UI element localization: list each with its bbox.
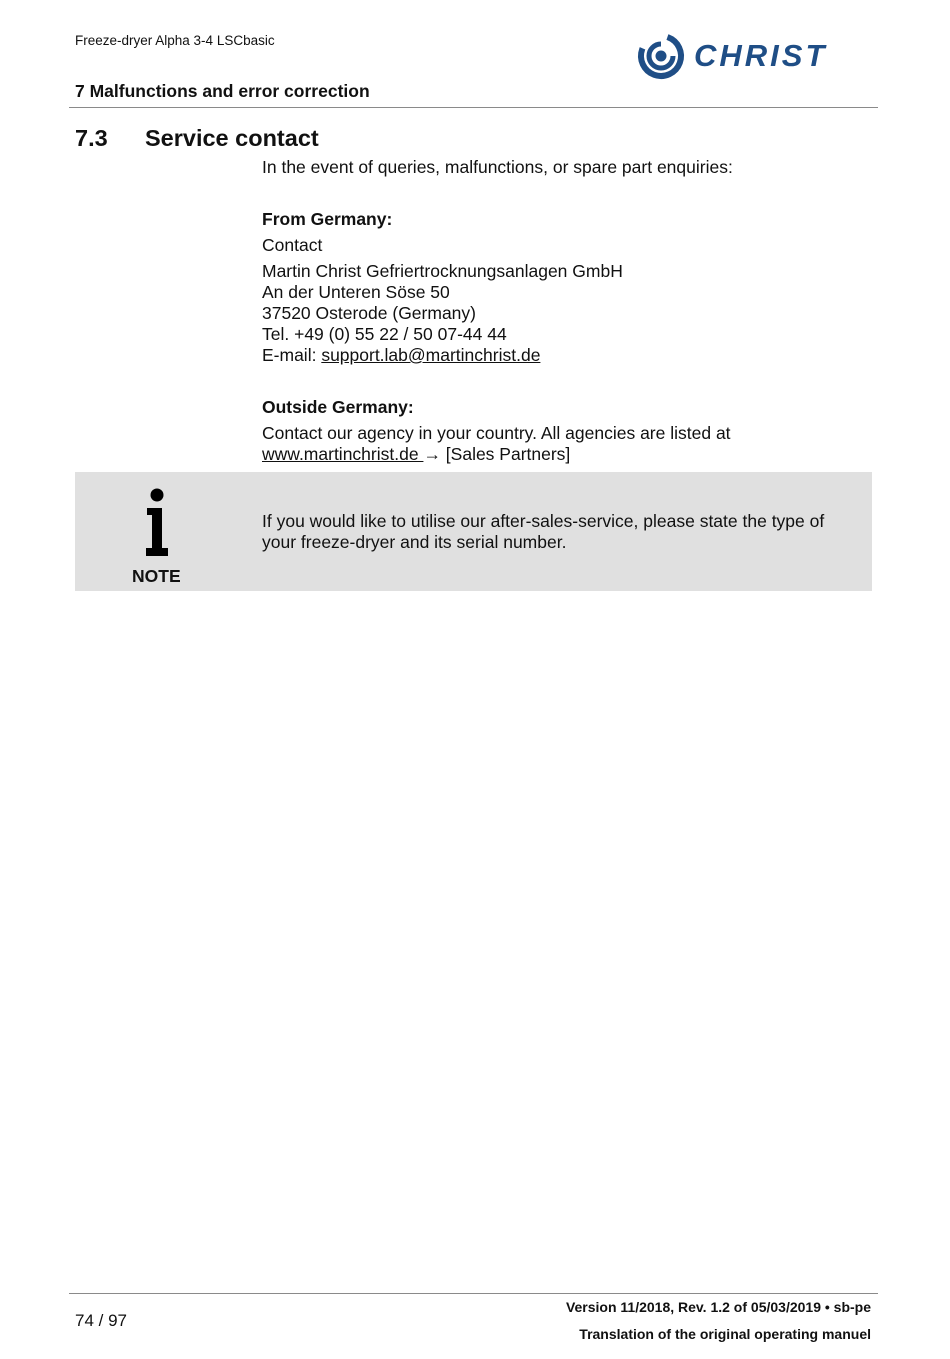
logo-emblem-icon: [636, 30, 687, 81]
email-line: [262, 345, 623, 366]
footer-divider: [69, 1293, 878, 1294]
city-address: 37520 Osterode (Germany): [262, 303, 476, 323]
info-icon: [142, 488, 172, 558]
website-line: [262, 444, 731, 465]
section-intro: In the event of queries, malfunctions, or spare part enquiries:: [262, 157, 733, 177]
contact-label: Contact: [262, 235, 323, 255]
outside-heading: Outside Germany:: [262, 397, 414, 417]
header-divider: [69, 107, 878, 108]
note-text: If you would like to utilise our after-sales-service, please state the type of your freeze-dryer and its serial number.: [262, 511, 825, 552]
germany-heading: From Germany:: [262, 209, 393, 229]
outside-text: Contact our agency in your country. All agencies are listed at: [262, 423, 731, 443]
address-block: [262, 261, 623, 366]
outside-block: [262, 423, 731, 465]
section-number: 7.3: [75, 125, 108, 151]
street-address: An der Unteren Söse 50: [262, 282, 450, 302]
page-number: 74 / 97: [75, 1311, 127, 1330]
email-prefix: E-mail:: [262, 345, 322, 365]
sales-partners-ref: [Sales Partners]: [440, 444, 571, 464]
translation-note: Translation of the original operating manuel: [579, 1326, 871, 1342]
logo-wordmark: CHRIST: [694, 38, 828, 73]
arrow-icon: →: [423, 444, 441, 464]
email-link[interactable]: support.lab@martinchrist.de: [321, 345, 541, 365]
chapter-heading: 7 Malfunctions and error correction: [75, 81, 370, 101]
version-info: Version 11/2018, Rev. 1.2 of 05/03/2019 • sb-pe: [565, 1299, 871, 1315]
christ-logo: [636, 30, 876, 82]
company-name: Martin Christ Gefriertrocknungsanlagen GmbH: [262, 261, 623, 281]
phone-number: Tel. +49 (0) 55 22 / 50 07-44 44: [262, 324, 507, 344]
website-link[interactable]: www.martinchrist.de: [262, 444, 424, 464]
note-label: NOTE: [132, 566, 181, 586]
document-title: Freeze-dryer Alpha 3-4 LSCbasic: [75, 33, 275, 48]
section-title: Service contact: [145, 125, 319, 151]
